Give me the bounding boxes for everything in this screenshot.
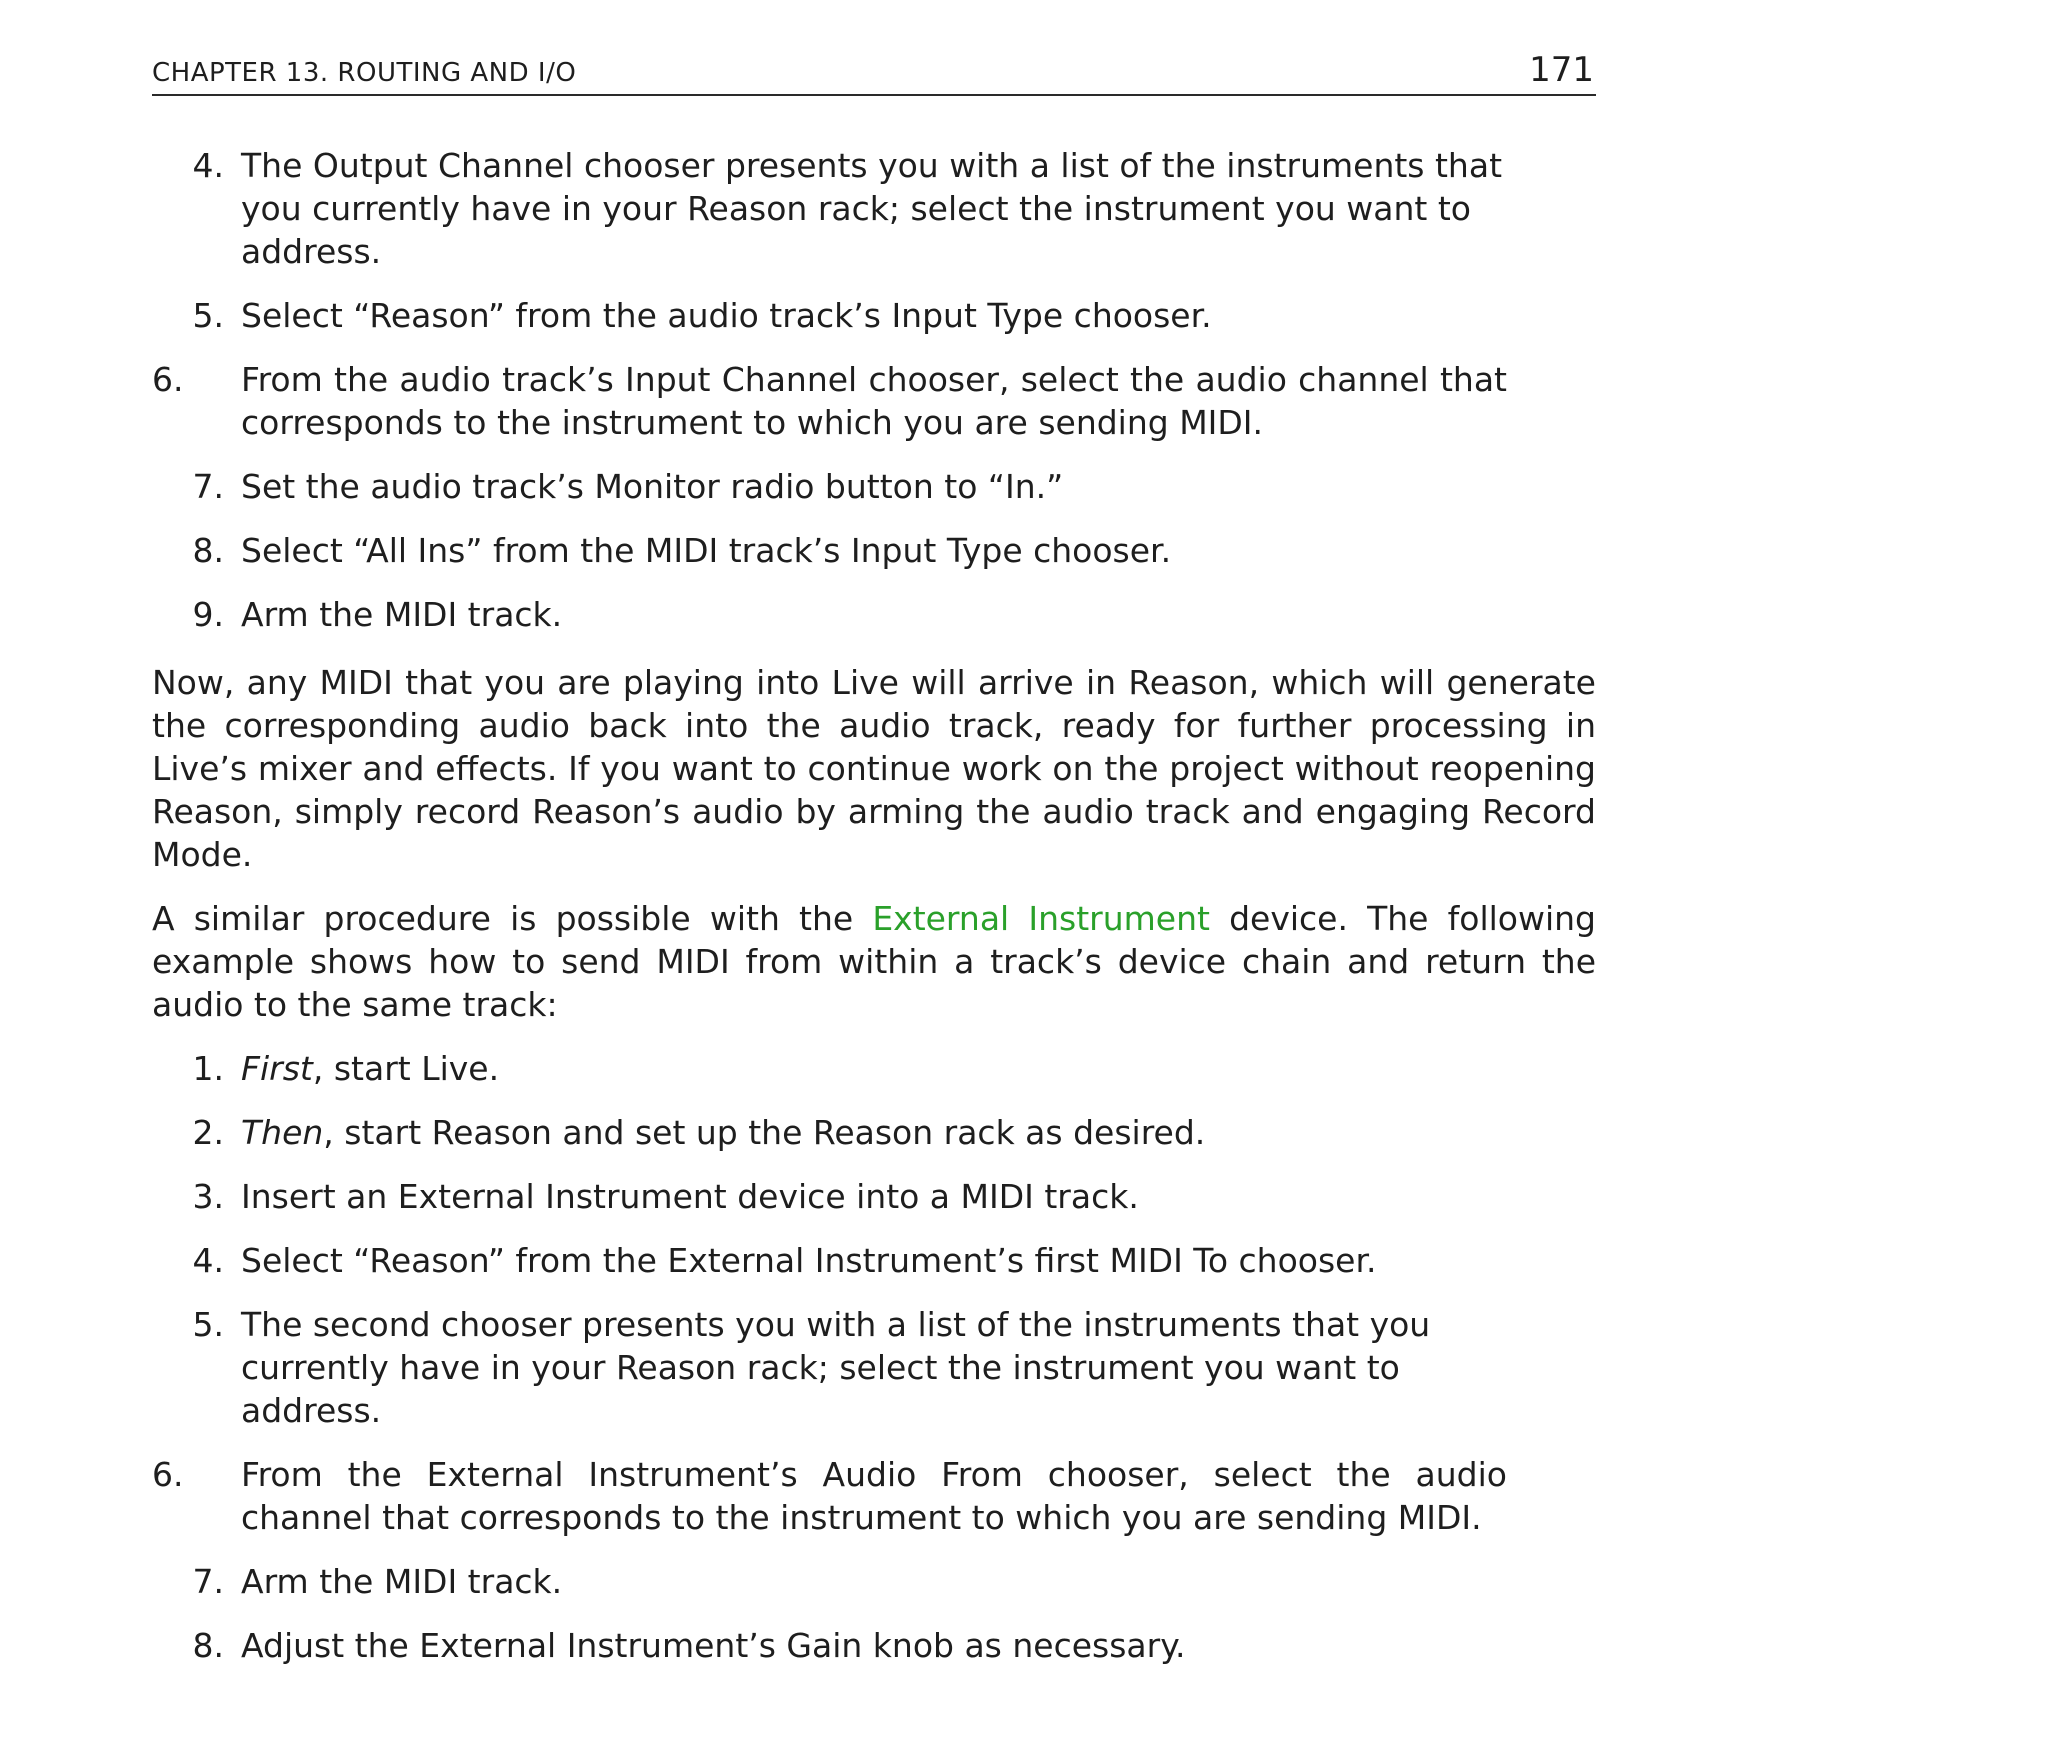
list-item-text: From the audio track’s Input Channel chooser, select the audio channel that corresponds to the instrument to which you are sending MIDI.	[241, 360, 1507, 442]
paragraph-text: device. The following example shows how to send MIDI from within a track’s device chain and return the audio to the same track:	[152, 899, 1596, 1024]
list-item-text: The Output Channel chooser presents you with a list of the instruments that you currently have in your Reason rack; select the instrument you want to address.	[241, 146, 1503, 271]
list-item	[152, 1453, 1507, 1539]
list-item-text: Arm the MIDI track.	[241, 595, 563, 634]
page-body	[152, 144, 1596, 1667]
list-item-text: Select “Reason” from the audio track’s Input Type chooser.	[241, 296, 1212, 335]
list-item	[152, 1239, 1507, 1282]
list-item-text: Select “All Ins” from the MIDI track’s Input Type chooser.	[241, 531, 1172, 570]
list-item-text: Set the audio track’s Monitor radio button to “In.”	[241, 467, 1064, 506]
list-item-number: 5.	[192, 1305, 224, 1344]
running-header	[152, 44, 1596, 96]
list-item-number: 5.	[192, 296, 224, 335]
list-item	[152, 1175, 1507, 1218]
chapter-title: CHAPTER 13. ROUTING AND I/O	[152, 58, 577, 88]
list-item	[152, 358, 1507, 444]
list-item-text: The second chooser presents you with a list of the instruments that you currently have in your Reason rack; select the instrument you want to address.	[241, 1305, 1431, 1430]
steps-list-external-instrument	[152, 1047, 1596, 1667]
list-item-number: 4.	[192, 146, 224, 185]
list-item	[152, 1560, 1507, 1603]
list-item	[152, 1047, 1507, 1090]
list-item-number: 3.	[192, 1177, 224, 1216]
list-item-text: Adjust the External Instrument’s Gain knob as necessary.	[241, 1626, 1186, 1665]
list-item-number: 2.	[192, 1113, 224, 1152]
list-item-emphasis: First	[241, 1049, 313, 1088]
list-item-number: 8.	[192, 531, 224, 570]
list-item-number: 6.	[152, 360, 184, 399]
list-item-number: 9.	[192, 595, 224, 634]
list-item	[152, 593, 1507, 636]
list-item-text: Insert an External Instrument device into a MIDI track.	[241, 1177, 1139, 1216]
list-item	[152, 294, 1507, 337]
list-item-number: 1.	[192, 1049, 224, 1088]
page-number: 171	[1529, 50, 1594, 90]
list-item	[152, 1111, 1507, 1154]
paragraph-text: A similar procedure is possible with the	[152, 899, 873, 938]
list-item-text: Arm the MIDI track.	[241, 1562, 563, 1601]
list-item	[152, 465, 1507, 508]
list-item-emphasis: Then	[241, 1113, 324, 1152]
list-item-text: , start Live.	[312, 1049, 500, 1088]
list-item-text: From the External Instrument’s Audio From chooser, select the audio channel that corresponds to the instrument to which you are sending MIDI.	[241, 1455, 1507, 1537]
list-item-number: 4.	[192, 1241, 224, 1280]
list-item	[152, 1303, 1507, 1432]
list-item-text: , start Reason and set up the Reason rack as desired.	[323, 1113, 1206, 1152]
list-item	[152, 1624, 1507, 1667]
steps-list-reason-audio-track	[152, 144, 1596, 636]
external-instrument-link[interactable]: External Instrument	[872, 899, 1210, 938]
list-item-number: 6.	[152, 1455, 184, 1494]
list-item	[152, 529, 1507, 572]
list-item-number: 7.	[192, 467, 224, 506]
list-item-number: 7.	[192, 1562, 224, 1601]
body-paragraph-external-instrument	[152, 897, 1596, 1026]
list-item-number: 8.	[192, 1626, 224, 1665]
list-item-text: Select “Reason” from the External Instrument’s first MIDI To chooser.	[241, 1241, 1377, 1280]
body-paragraph-midi-into-reason: Now, any MIDI that you are playing into Live will arrive in Reason, which will generate the corresponding audio back into the audio track, ready for further processing in Live’s mixer and effects. If you want to continue work on the project without reopening Reason, simply record Reason’s audio by arming the audio track and engaging Record Mode.	[152, 663, 1596, 874]
list-item	[152, 144, 1507, 273]
